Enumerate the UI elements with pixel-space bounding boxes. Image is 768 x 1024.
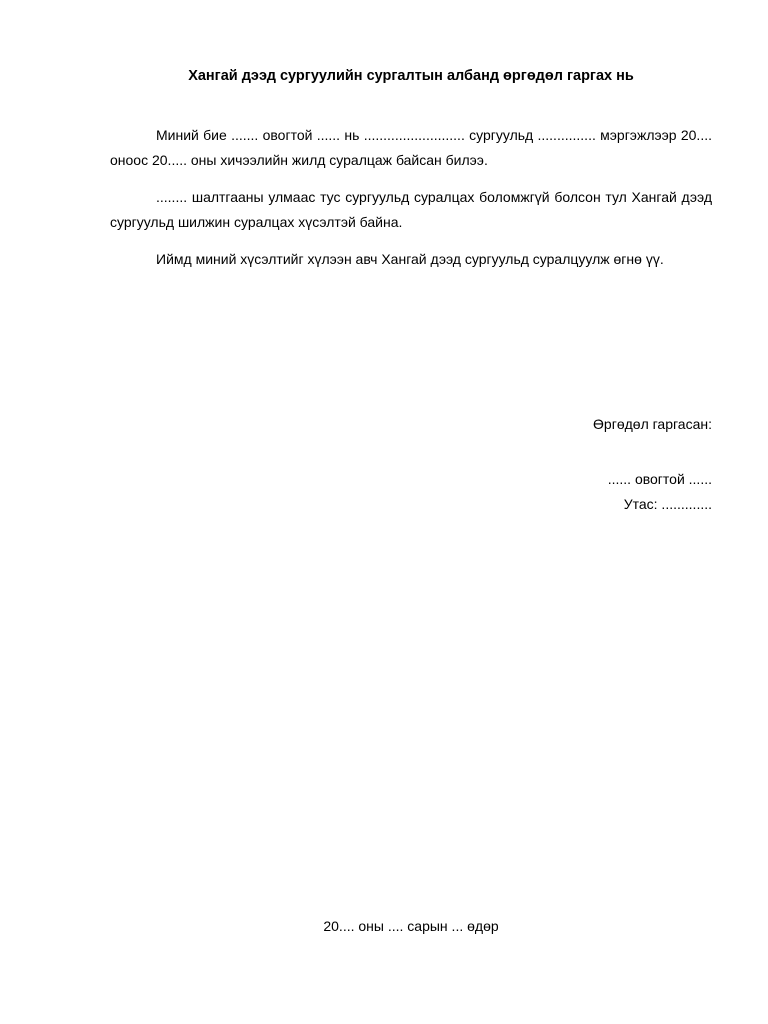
signature-phone-line: Утас: ............. — [623, 496, 712, 512]
paragraph-reason: ........ шалтгааны улмаас тус сургуульд суралцах боломжгүй болсон тул Хангай дээд сургуульд шилжин суралцах хүсэлтэй байна. — [110, 189, 712, 230]
signature-name-line: ...... овогтой ...... — [607, 471, 712, 487]
paragraph-request: Иймд миний хүсэлтийг хүлээн авч Хангай дээд сургуульд суралцуулж өгнө үү. — [156, 251, 664, 267]
signature-label: Өргөдөл гаргасан: — [593, 416, 712, 432]
paragraph-intro: Миний бие ....... овогтой ...... нь .......................... сургуульд ............... мэргэжлээр 20.... оноос 20..... оны хичээлийн жилд суралцаж байсан билээ. — [110, 127, 712, 168]
signature-block — [593, 414, 712, 514]
document-body — [110, 123, 712, 284]
document-title: Хангай дээд сургуулийн сургалтын албанд өргөдөл гаргах нь — [188, 68, 634, 84]
date-line: 20.... оны .... сарын ... өдөр — [323, 918, 499, 934]
